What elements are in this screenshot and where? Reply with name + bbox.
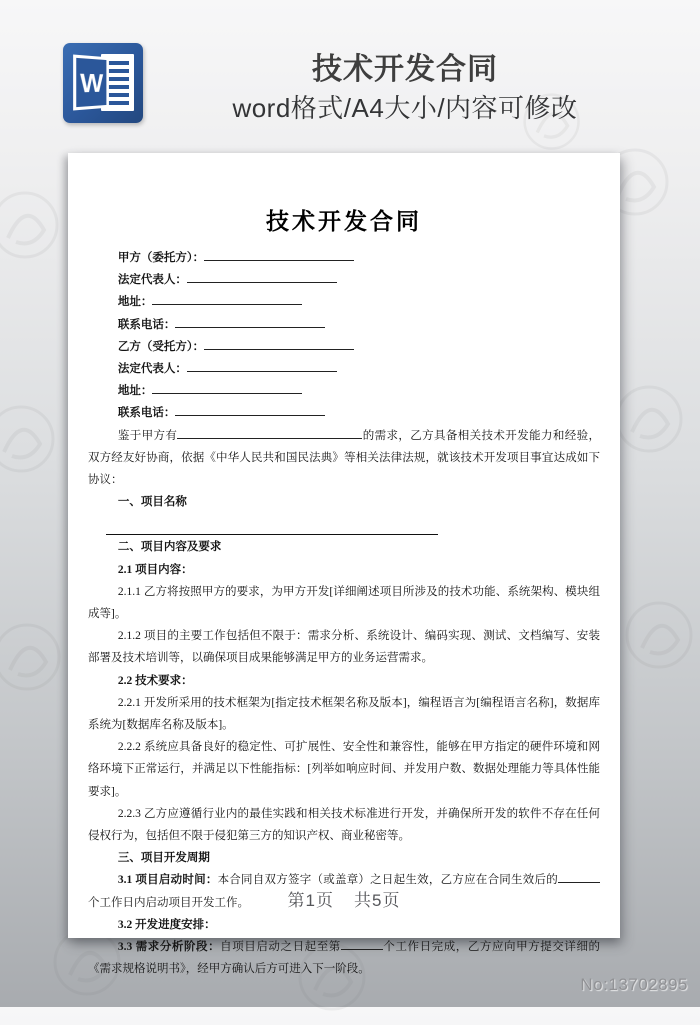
section-heading-1: 一、项目名称 — [117, 496, 187, 509]
fill-in-blank — [558, 870, 600, 883]
contract-title: 技术开发合同 — [266, 209, 422, 234]
clause-2-2-3: 2.2.3 乙方应遵循行业内的最佳实践和相关技术标准进行开发，并确保所开发的软件不存在任何侵权行为，包括但不限于侵犯第三方的知识产权、商业秘密等。 — [88, 807, 600, 843]
clause-2-1-1: 2.1.1 乙方将按照甲方的要求，为甲方开发[详细阐述项目所涉及的技术功能、系统架构、模块组成等]。 — [88, 585, 600, 621]
party-field-row — [88, 269, 600, 291]
background-watermark — [612, 588, 700, 683]
field-label: 联系电话： — [117, 407, 176, 420]
fill-in-blank — [187, 359, 337, 372]
clause-2-2-1: 2.2.1 开发所采用的技术框架为[指定技术框架名称及版本]，编程语言为[编程语言名称]，数据库系统为[数据库名称及版本]。 — [88, 696, 600, 732]
template-title: 技术开发合同 — [312, 53, 498, 86]
document-page-preview — [68, 153, 620, 976]
fill-in-blank — [175, 315, 325, 328]
party-field-row — [88, 402, 600, 424]
clause-2-2-2: 2.2.2 系统应具备良好的稳定性、可扩展性、安全性和兼容性，能够在甲方指定的硬件环境和网络环境下正常运行，并满足以下性能指标：[列举如响应时间、并发用户数、数据处理能力等具体性能要求]。 — [88, 741, 600, 798]
clause-2-2-heading: 2.2 技术要求： — [117, 674, 193, 687]
fill-in-blank — [175, 403, 325, 416]
fill-in-blank — [177, 426, 362, 439]
fill-in-blank — [152, 292, 302, 305]
project-name-blank — [106, 513, 438, 535]
template-serial-number: No:13702895 — [580, 975, 688, 994]
field-label: 甲方（委托方）： — [117, 252, 205, 264]
party-field-row — [88, 291, 600, 313]
clause-3-2-heading: 3.2 开发进度安排： — [117, 918, 216, 931]
current-page-label: 第1页 — [287, 890, 334, 910]
field-label: 法定代表人： — [117, 274, 187, 287]
fill-in-blank — [341, 937, 383, 950]
fill-in-blank — [187, 270, 337, 283]
word-icon-letter: W — [80, 66, 104, 99]
section-heading-3: 三、项目开发周期 — [117, 852, 210, 865]
fill-in-blank — [204, 337, 354, 350]
fill-in-blank — [204, 248, 354, 261]
field-label: 法定代表人： — [117, 363, 187, 376]
party-field-row — [88, 314, 600, 336]
fill-in-blank — [152, 381, 302, 394]
preview-header — [0, 0, 700, 150]
total-pages-label: 共5页 — [354, 890, 401, 910]
template-subtitle: word格式/A4大小/内容可修改 — [232, 93, 578, 123]
background-watermark — [0, 610, 75, 705]
background-watermark — [0, 178, 73, 273]
field-label: 乙方（受托方）： — [117, 340, 205, 353]
intro-paragraph: 鉴于甲方有 的需求，乙方具备相关技术开发能力和经验，双方经友好协商，依据《中华人民共和国民法典》等相关法律法规，就该技术开发项目事宜达成如下协议： — [88, 425, 600, 492]
party-field-row — [88, 358, 600, 380]
party-field-row — [88, 380, 600, 402]
clause-3-1: 3.1 项目启动时间：本合同自双方签字（或盖章）之日起生效，乙方应在合同生效后的个工作日内启动项目开发工作。 — [88, 869, 600, 913]
clause-2-1-heading: 2.1 项目内容： — [117, 563, 193, 576]
party-field-row — [88, 336, 600, 358]
clause-2-1-2: 2.1.2 项目的主要工作包括但不限于：需求分析、系统设计、编码实现、测试、文档编写、安装部署及技术培训等，以确保项目成果能够满足甲方的业务运营需求。 — [88, 630, 600, 665]
party-field-row — [88, 247, 600, 269]
clause-3-3: 3.3 需求分析阶段：自项目启动之日起至第 个工作日完成，乙方应向甲方提交详细的《需求规格说明书》，经甲方确认后方可进入下一阶段。 — [88, 936, 600, 980]
field-label: 联系电话： — [117, 318, 176, 331]
background-watermark — [0, 392, 69, 487]
page-number-indicator — [68, 890, 620, 912]
field-label: 地址： — [117, 296, 153, 309]
field-label: 地址： — [117, 385, 153, 398]
section-heading-2: 二、项目内容及要求 — [117, 541, 222, 554]
word-icon-w-panel — [73, 54, 109, 110]
